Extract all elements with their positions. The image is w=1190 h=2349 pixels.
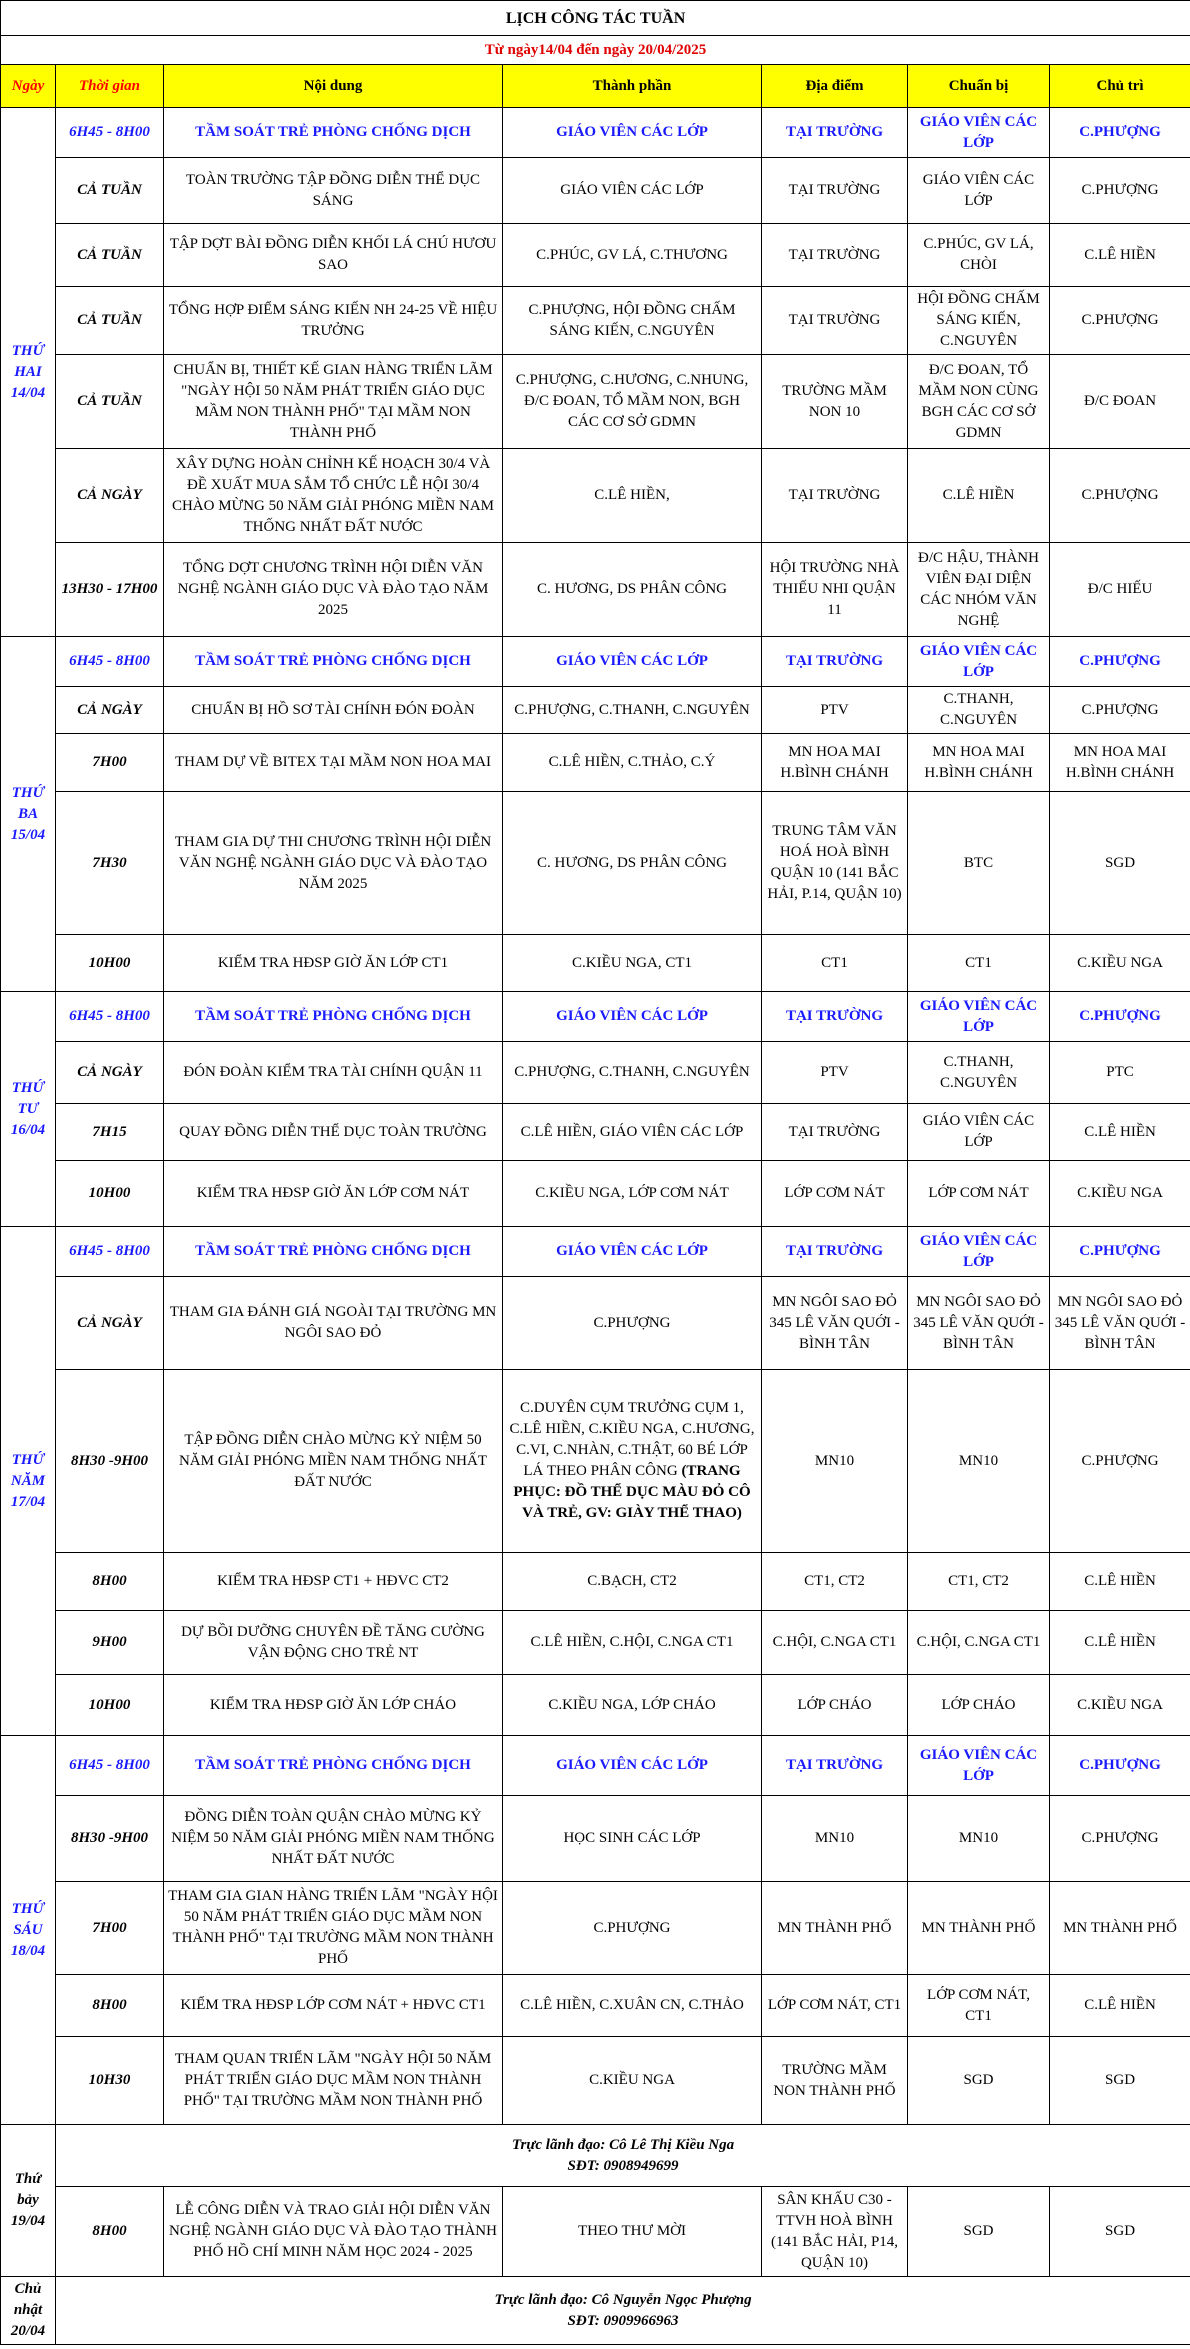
members-cell: C.LÊ HIỀN, C.THẢO, C.Ý [503,734,762,792]
members-cell: C.LÊ HIỀN, GIÁO VIÊN CÁC LỚP [503,1104,762,1161]
day-label: THỨ BA 15/04 [1,637,56,992]
prep-cell: SGD [908,2187,1050,2277]
members-cell: C.LÊ HIỀN, [503,449,762,543]
members-cell: C. HƯƠNG, DS PHÂN CÔNG [503,792,762,935]
host-cell: C.KIỀU NGA [1050,1675,1190,1736]
schedule-row [1,1611,1190,1675]
host-cell: MN NGÔI SAO ĐỎ 345 LÊ VĂN QUỚI - BÌNH TÂN [1050,1277,1190,1370]
schedule-row [1,1161,1190,1227]
time-cell: 8H30 -9H00 [56,1370,164,1553]
place-cell: TRƯỜNG MẦM NON THÀNH PHỐ [762,2037,908,2125]
schedule-row [1,1796,1190,1882]
prep-cell: GIÁO VIÊN CÁC LỚP [908,1104,1050,1161]
header-row [1,65,1190,108]
time-cell: 13H30 - 17H00 [56,543,164,637]
members-cell [503,1370,762,1553]
content-cell: THAM DỰ VỀ BITEX TẠI MẦM NON HOA MAI [164,734,503,792]
schedule-row [1,108,1190,158]
time-cell: 6H45 - 8H00 [56,1736,164,1796]
schedule-row [1,1553,1190,1611]
members-cell: GIÁO VIÊN CÁC LỚP [503,1227,762,1277]
duty-leader: Trực lãnh đạo: Cô Lê Thị Kiều Nga [511,2136,735,2153]
content-cell: TẦM SOÁT TRẺ PHÒNG CHỐNG DỊCH [164,108,503,158]
prep-cell: MN HOA MAI H.BÌNH CHÁNH [908,734,1050,792]
place-cell: TẠI TRƯỜNG [762,1104,908,1161]
place-cell: LỚP CƠM NÁT [762,1161,908,1227]
members-cell: GIÁO VIÊN CÁC LỚP [503,992,762,1042]
schedule-row [1,637,1190,687]
time-cell: 6H45 - 8H00 [56,108,164,158]
prep-cell: LỚP CƠM NÁT [908,1161,1050,1227]
prep-cell: HỘI ĐỒNG CHẤM SÁNG KIẾN, C.NGUYÊN [908,287,1050,355]
duty-phone: SĐT: 0909966963 [567,2312,679,2329]
place-cell: CT1 [762,935,908,992]
schedule-row [1,1370,1190,1553]
place-cell: TẠI TRƯỜNG [762,108,908,158]
sunday-duty-row [1,2277,1190,2345]
schedule-row [1,287,1190,355]
schedule-row [1,543,1190,637]
page-title: LỊCH CÔNG TÁC TUẦN [1,1,1190,36]
host-cell: C.PHƯỢNG [1050,1227,1190,1277]
time-cell: 7H00 [56,1882,164,1975]
time-cell: 10H00 [56,1161,164,1227]
host-cell: C.PHƯỢNG [1050,108,1190,158]
place-cell: LỚP CHÁO [762,1675,908,1736]
members-cell: GIÁO VIÊN CÁC LỚP [503,158,762,224]
place-cell: HỘI TRƯỜNG NHÀ THIẾU NHI QUẬN 11 [762,543,908,637]
host-cell: C.LÊ HIỀN [1050,1104,1190,1161]
day-label: THỨ NĂM 17/04 [1,1227,56,1736]
prep-cell: C.THANH, C.NGUYÊN [908,1042,1050,1104]
time-cell: CẢ NGÀY [56,1277,164,1370]
schedule-row [1,1882,1190,1975]
content-cell: TẦM SOÁT TRẺ PHÒNG CHỐNG DỊCH [164,637,503,687]
content-cell: THAM QUAN TRIỂN LÃM "NGÀY HỘI 50 NĂM PHÁT TRIỂN GIÁO DỤC MẦM NON THÀNH PHỐ" TẠI TRƯỜNG MẦM NON THÀNH PHỐ [164,2037,503,2125]
host-cell: C.KIỀU NGA [1050,1161,1190,1227]
prep-cell: MN THÀNH PHỐ [908,1882,1050,1975]
prep-cell: C.PHÚC, GV LÁ, CHÒI [908,224,1050,287]
schedule-row [1,1277,1190,1370]
header-prep: Chuẩn bị [908,65,1050,108]
time-cell: CẢ TUẦN [56,224,164,287]
prep-cell: GIÁO VIÊN CÁC LỚP [908,992,1050,1042]
content-cell: THAM GIA ĐÁNH GIÁ NGOÀI TẠI TRƯỜNG MN NGÔI SAO ĐỎ [164,1277,503,1370]
prep-cell: MN10 [908,1796,1050,1882]
time-cell: CẢ TUẦN [56,355,164,449]
header-time: Thời gian [56,65,164,108]
header-day: Ngày [1,65,56,108]
place-cell: MN HOA MAI H.BÌNH CHÁNH [762,734,908,792]
prep-cell: GIÁO VIÊN CÁC LỚP [908,1736,1050,1796]
schedule-row [1,355,1190,449]
content-cell: THAM GIA GIAN HÀNG TRIỂN LÃM "NGÀY HỘI 50 NĂM PHÁT TRIỂN GIÁO DỤC MẦM NON THÀNH PHỐ" TẠI TRƯỜNG MẦM NON THÀNH PHỐ [164,1882,503,1975]
time-cell: 6H45 - 8H00 [56,637,164,687]
host-cell: C.LÊ HIỀN [1050,1611,1190,1675]
prep-cell: MN10 [908,1370,1050,1553]
time-cell: CẢ TUẦN [56,287,164,355]
content-cell: ĐỒNG DIỄN TOÀN QUẬN CHÀO MỪNG KỶ NIỆM 50 NĂM GIẢI PHÓNG MIỀN NAM THỐNG NHẤT ĐẤT NƯỚC [164,1796,503,1882]
prep-cell: GIÁO VIÊN CÁC LỚP [908,158,1050,224]
duty-phone: SĐT: 0908949699 [567,2157,679,2174]
members-cell: C. HƯƠNG, DS PHÂN CÔNG [503,543,762,637]
content-cell: QUAY ĐỒNG DIỄN THỂ DỤC TOÀN TRƯỜNG [164,1104,503,1161]
content-cell: TẦM SOÁT TRẺ PHÒNG CHỐNG DỊCH [164,1227,503,1277]
time-cell: 10H00 [56,1675,164,1736]
time-cell: 8H00 [56,1975,164,2037]
content-cell: TOÀN TRƯỜNG TẬP ĐỒNG DIỄN THỂ DỤC SÁNG [164,158,503,224]
host-cell: C.PHƯỢNG [1050,1736,1190,1796]
schedule-row [1,224,1190,287]
host-cell: C.KIỀU NGA [1050,935,1190,992]
time-cell: CẢ NGÀY [56,1042,164,1104]
content-cell: THAM GIA DỰ THI CHƯƠNG TRÌNH HỘI DIỄN VĂN NGHỆ NGÀNH GIÁO DỤC VÀ ĐÀO TẠO NĂM 2025 [164,792,503,935]
date-range: Từ ngày14/04 đến ngày 20/04/2025 [1,36,1190,65]
content-cell: TẬP DỢT BÀI ĐỒNG DIỄN KHỐI LÁ CHÚ HƯƠU SAO [164,224,503,287]
prep-cell: MN NGÔI SAO ĐỎ 345 LÊ VĂN QUỚI - BÌNH TÂN [908,1277,1050,1370]
prep-cell: GIÁO VIÊN CÁC LỚP [908,637,1050,687]
host-cell: C.PHƯỢNG [1050,637,1190,687]
content-cell: TẦM SOÁT TRẺ PHÒNG CHỐNG DỊCH [164,1736,503,1796]
prep-cell: GIÁO VIÊN CÁC LỚP [908,108,1050,158]
members-cell: C.PHƯỢNG, C.HƯƠNG, C.NHUNG, Đ/C ĐOAN, TỔ MẦM NON, BGH CÁC CƠ SỞ GDMN [503,355,762,449]
duty-cell [56,2277,1190,2345]
members-cell: C.KIỀU NGA [503,2037,762,2125]
schedule-row [1,792,1190,935]
content-cell: XÂY DỰNG HOÀN CHỈNH KẾ HOẠCH 30/4 VÀ ĐỀ XUẤT MUA SẮM TỔ CHỨC LỄ HỘI 30/4 CHÀO MỪNG 50 NĂM GIẢI PHÓNG MIỀN NAM THỐNG NHẤT ĐẤT NƯỚC [164,449,503,543]
host-cell: Đ/C HIẾU [1050,543,1190,637]
content-cell: KIỂM TRA HĐSP GIỜ ĂN LỚP CHÁO [164,1675,503,1736]
content-cell: KIỂM TRA HĐSP GIỜ ĂN LỚP CƠM NÁT [164,1161,503,1227]
day-label: THỨ TƯ 16/04 [1,992,56,1227]
schedule-row [1,734,1190,792]
place-cell: TẠI TRƯỜNG [762,449,908,543]
host-cell: C.LÊ HIỀN [1050,1553,1190,1611]
prep-cell: C.HỘI, C.NGA CT1 [908,1611,1050,1675]
content-cell: ĐÓN ĐOÀN KIỂM TRA TÀI CHÍNH QUẬN 11 [164,1042,503,1104]
place-cell: PTV [762,687,908,734]
content-cell: CHUẨN BỊ HỒ SƠ TÀI CHÍNH ĐÓN ĐOÀN [164,687,503,734]
time-cell: 7H30 [56,792,164,935]
members-cell: C.PHÚC, GV LÁ, C.THƯƠNG [503,224,762,287]
host-cell: C.PHƯỢNG [1050,1796,1190,1882]
host-cell: SGD [1050,792,1190,935]
host-cell: C.PHƯỢNG [1050,158,1190,224]
schedule-row [1,158,1190,224]
time-cell: CẢ NGÀY [56,449,164,543]
saturday-duty-row [1,2125,1190,2187]
members-cell: C.LÊ HIỀN, C.XUÂN CN, C.THẢO [503,1975,762,2037]
members-cell: HỌC SINH CÁC LỚP [503,1796,762,1882]
members-cell: C.KIỀU NGA, CT1 [503,935,762,992]
host-cell: SGD [1050,2187,1190,2277]
time-cell: 10H00 [56,935,164,992]
prep-cell: LỚP CHÁO [908,1675,1050,1736]
place-cell: TẠI TRƯỜNG [762,1227,908,1277]
duty-leader: Trực lãnh đạo: Cô Nguyễn Ngọc Phượng [494,2291,752,2308]
prep-cell: BTC [908,792,1050,935]
place-cell: TRUNG TÂM VĂN HOÁ HOÀ BÌNH QUẬN 10 (141 BẮC HẢI, P.14, QUẬN 10) [762,792,908,935]
place-cell: PTV [762,1042,908,1104]
time-cell: 7H15 [56,1104,164,1161]
header-content: Nội dung [164,65,503,108]
members-cell: C.PHƯỢNG, HỘI ĐỒNG CHẤM SÁNG KIẾN, C.NGUYÊN [503,287,762,355]
time-cell: 6H45 - 8H00 [56,992,164,1042]
time-cell: 10H30 [56,2037,164,2125]
members-cell: THEO THƯ MỜI [503,2187,762,2277]
place-cell: MN THÀNH PHỐ [762,1882,908,1975]
place-cell: TRƯỜNG MẦM NON 10 [762,355,908,449]
header-host: Chủ trì [1050,65,1190,108]
content-cell: TỔNG DỢT CHƯƠNG TRÌNH HỘI DIỄN VĂN NGHỆ NGÀNH GIÁO DỤC VÀ ĐÀO TẠO NĂM 2025 [164,543,503,637]
host-cell: C.PHƯỢNG [1050,687,1190,734]
members-cell: GIÁO VIÊN CÁC LỚP [503,637,762,687]
place-cell: LỚP CƠM NÁT, CT1 [762,1975,908,2037]
schedule-row [1,2187,1190,2277]
schedule-row [1,1675,1190,1736]
content-cell: KIỂM TRA HĐSP LỚP CƠM NÁT + HĐVC CT1 [164,1975,503,2037]
prep-cell: C.THANH, C.NGUYÊN [908,687,1050,734]
place-cell: MN10 [762,1370,908,1553]
host-cell: C.LÊ HIỀN [1050,224,1190,287]
day-label: Thứ bảy 19/04 [1,2125,56,2277]
members-cell: C.PHƯỢNG [503,1882,762,1975]
duty-cell [56,2125,1190,2187]
content-cell: CHUẨN BỊ, THIẾT KẾ GIAN HÀNG TRIỂN LÃM "NGÀY HỘI 50 NĂM PHÁT TRIỂN GIÁO DỤC MẦM NON THÀNH PHỐ" TẠI MẦM NON THÀNH PHỐ [164,355,503,449]
members-cell: GIÁO VIÊN CÁC LỚP [503,108,762,158]
time-cell: 8H00 [56,1553,164,1611]
content-cell: KIỂM TRA HĐSP CT1 + HĐVC CT2 [164,1553,503,1611]
schedule-row [1,1736,1190,1796]
schedule-row [1,2037,1190,2125]
place-cell: MN10 [762,1796,908,1882]
members-cell: C.PHƯỢNG [503,1277,762,1370]
content-cell: TỔNG HỢP ĐIỂM SÁNG KIẾN NH 24-25 VỀ HIỆU TRƯỞNG [164,287,503,355]
schedule-row [1,935,1190,992]
host-cell: C.PHƯỢNG [1050,1370,1190,1553]
schedule-row [1,1227,1190,1277]
prep-cell: Đ/C HẬU, THÀNH VIÊN ĐẠI DIỆN CÁC NHÓM VĂN NGHỆ [908,543,1050,637]
prep-cell: SGD [908,2037,1050,2125]
schedule-row [1,992,1190,1042]
content-cell: LỄ CÔNG DIỄN VÀ TRAO GIẢI HỘI DIỄN VĂN NGHỆ NGÀNH GIÁO DỤC VÀ ĐÀO TẠO THÀNH PHỐ HỒ CHÍ MINH NĂM HỌC 2024 - 2025 [164,2187,503,2277]
members-cell: C.PHƯỢNG, C.THANH, C.NGUYÊN [503,687,762,734]
day-label: THỨ HAI 14/04 [1,108,56,637]
day-label: THỨ SÁU 18/04 [1,1736,56,2125]
members-cell: C.BẠCH, CT2 [503,1553,762,1611]
members-cell: C.KIỀU NGA, LỚP CHÁO [503,1675,762,1736]
day-label: Chủ nhật 20/04 [1,2277,56,2345]
schedule-row [1,449,1190,543]
host-cell: C.PHƯỢNG [1050,287,1190,355]
members-cell: C.LÊ HIỀN, C.HỘI, C.NGA CT1 [503,1611,762,1675]
content-cell: TẬP ĐỒNG DIỄN CHÀO MỪNG KỶ NIỆM 50 NĂM GIẢI PHÓNG MIỀN NAM THỐNG NHẤT ĐẤT NƯỚC [164,1370,503,1553]
prep-cell: GIÁO VIÊN CÁC LỚP [908,1227,1050,1277]
time-cell: 8H00 [56,2187,164,2277]
place-cell: TẠI TRƯỜNG [762,287,908,355]
place-cell: TẠI TRƯỜNG [762,637,908,687]
members-cell: C.KIỀU NGA, LỚP CƠM NÁT [503,1161,762,1227]
place-cell: MN NGÔI SAO ĐỎ 345 LÊ VĂN QUỚI - BÌNH TÂN [762,1277,908,1370]
content-cell: TẦM SOÁT TRẺ PHÒNG CHỐNG DỊCH [164,992,503,1042]
time-cell: 8H30 -9H00 [56,1796,164,1882]
schedule-row [1,1104,1190,1161]
prep-cell: C.LÊ HIỀN [908,449,1050,543]
time-cell: 7H00 [56,734,164,792]
content-cell: DỰ BỒI DƯỠNG CHUYÊN ĐỀ TĂNG CƯỜNG VẬN ĐỘNG CHO TRẺ NT [164,1611,503,1675]
schedule-row [1,1042,1190,1104]
time-cell: 9H00 [56,1611,164,1675]
place-cell: C.HỘI, C.NGA CT1 [762,1611,908,1675]
place-cell: TẠI TRƯỜNG [762,992,908,1042]
members-cell: C.PHƯỢNG, C.THANH, C.NGUYÊN [503,1042,762,1104]
time-cell: CẢ TUẦN [56,158,164,224]
host-cell: C.PHƯỢNG [1050,992,1190,1042]
prep-cell: LỚP CƠM NÁT, CT1 [908,1975,1050,2037]
host-cell: Đ/C ĐOAN [1050,355,1190,449]
prep-cell: Đ/C ĐOAN, TỔ MẦM NON CÙNG BGH CÁC CƠ SỞ GDMN [908,355,1050,449]
host-cell: PTC [1050,1042,1190,1104]
place-cell: CT1, CT2 [762,1553,908,1611]
header-members: Thành phần [503,65,762,108]
content-cell: KIỂM TRA HĐSP GIỜ ĂN LỚP CT1 [164,935,503,992]
prep-cell: CT1, CT2 [908,1553,1050,1611]
members-note: (TRANG PHỤC: ĐỒ THỂ DỤC MÀU ĐỎ CÔ VÀ TRẺ, GV: GIÀY THỂ THAO) [513,1463,751,1521]
place-cell: SÂN KHẤU C30 - TTVH HOÀ BÌNH (141 BẮC HẢI, P14, QUẬN 10) [762,2187,908,2277]
place-cell: TẠI TRƯỜNG [762,158,908,224]
header-place: Địa điểm [762,65,908,108]
schedule-row [1,1975,1190,2037]
members-text: C.DUYÊN CỤM TRƯỞNG CỤM 1, C.LÊ HIỀN, C.KIỀU NGA, C.HƯƠNG, C.VI, C.NHÀN, C.THẬT, 60 BÉ LỚP LÁ THEO PHÂN CÔNG [509,1400,755,1479]
host-cell: MN THÀNH PHỐ [1050,1882,1190,1975]
members-cell: GIÁO VIÊN CÁC LỚP [503,1736,762,1796]
prep-cell: CT1 [908,935,1050,992]
host-cell: C.LÊ HIỀN [1050,1975,1190,2037]
time-cell: CẢ NGÀY [56,687,164,734]
place-cell: TẠI TRƯỜNG [762,1736,908,1796]
schedule-row [1,687,1190,734]
host-cell: C.PHƯỢNG [1050,449,1190,543]
time-cell: 6H45 - 8H00 [56,1227,164,1277]
place-cell: TẠI TRƯỜNG [762,224,908,287]
host-cell: SGD [1050,2037,1190,2125]
host-cell: MN HOA MAI H.BÌNH CHÁNH [1050,734,1190,792]
